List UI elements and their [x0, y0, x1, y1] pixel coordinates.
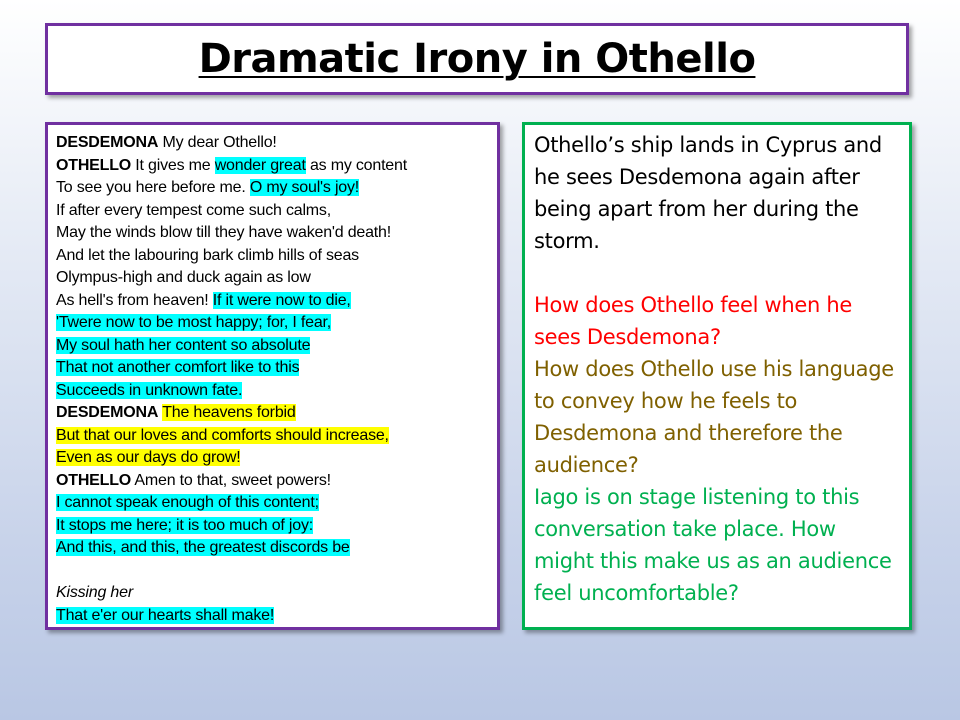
speaker-name: OTHELLO [56, 156, 132, 174]
script-line [56, 132, 489, 155]
script-line [56, 155, 489, 178]
script-line [56, 335, 489, 358]
highlight-yellow: The heavens forbid [162, 404, 296, 421]
highlight-cyan: 'Twere now to be most happy; for, I fear, [56, 314, 332, 331]
script-line [56, 425, 489, 448]
highlight-cyan: My soul hath her content so absolute [56, 336, 311, 354]
highlight-cyan: wonder great [214, 156, 306, 174]
script-blank-line [56, 560, 489, 583]
script-line [56, 245, 489, 268]
script-extract-box [45, 122, 500, 630]
question-iago: Iago is on stage listening to this conversation take place. How might this make us as an audience feel uncomfortable? [534, 485, 892, 605]
notes-box [522, 122, 912, 630]
script-line [56, 222, 489, 245]
script-lines [56, 132, 489, 627]
script-line [56, 582, 489, 605]
script-line [56, 537, 489, 560]
script-text: It gives me [131, 156, 215, 174]
script-line [56, 312, 489, 335]
highlight-yellow: But that our loves and comforts should increase, [56, 426, 389, 444]
question-language: How does Othello use his language to convey how he feels to Desdemona and therefore the audience? [534, 357, 894, 477]
highlight-cyan: It stops me here; it is too much of joy: [56, 516, 314, 534]
script-text: as my content [305, 156, 407, 174]
highlight-cyan: And this, and this, the greatest discords be [56, 539, 350, 556]
speaker-name: DESDEMONA [56, 134, 159, 151]
speaker-name: DESDEMONA [56, 404, 159, 421]
page-title: Dramatic Irony in Othello [198, 36, 756, 82]
script-line [56, 470, 489, 493]
script-line [56, 267, 489, 290]
script-line [56, 290, 489, 313]
title-box [45, 23, 909, 95]
script-line [56, 402, 489, 425]
paragraph-spacer [534, 257, 901, 289]
script-line [56, 492, 489, 515]
script-text: To see you here before me. [56, 179, 250, 196]
highlight-cyan: Succeeds in unknown fate. [56, 381, 243, 399]
script-text: Olympus-high and duck again as low [56, 269, 311, 286]
script-text: If after every tempest come such calms, [56, 201, 331, 219]
context-text: Othello’s ship lands in Cyprus and he sees Desdemona again after being apart from her during the storm. [534, 133, 882, 253]
highlight-yellow: Even as our days do grow! [56, 449, 241, 466]
script-line [56, 447, 489, 470]
script-text: And let the labouring bark climb hills of seas [56, 246, 359, 264]
highlight-cyan: If it were now to die, [212, 291, 351, 309]
script-line [56, 605, 489, 628]
highlight-cyan: I cannot speak enough of this content; [56, 494, 319, 511]
script-line [56, 515, 489, 538]
script-text: May the winds blow till they have waken'd death! [56, 224, 391, 241]
stage-direction: Kissing her [56, 584, 133, 601]
script-line [56, 200, 489, 223]
highlight-cyan: That e'er our hearts shall make! [56, 606, 275, 624]
script-text: As hell's from heaven! [56, 291, 213, 309]
script-line [56, 380, 489, 403]
highlight-cyan: That not another comfort like to this [56, 359, 300, 376]
script-line [56, 177, 489, 200]
question-feelings: How does Othello feel when he sees Desdemona? [534, 293, 853, 349]
script-line [56, 357, 489, 380]
speaker-name: OTHELLO [56, 471, 132, 489]
script-text: Amen to that, sweet powers! [131, 471, 331, 489]
script-text: My dear Othello! [158, 134, 277, 151]
highlight-cyan: O my soul's joy! [249, 179, 360, 196]
